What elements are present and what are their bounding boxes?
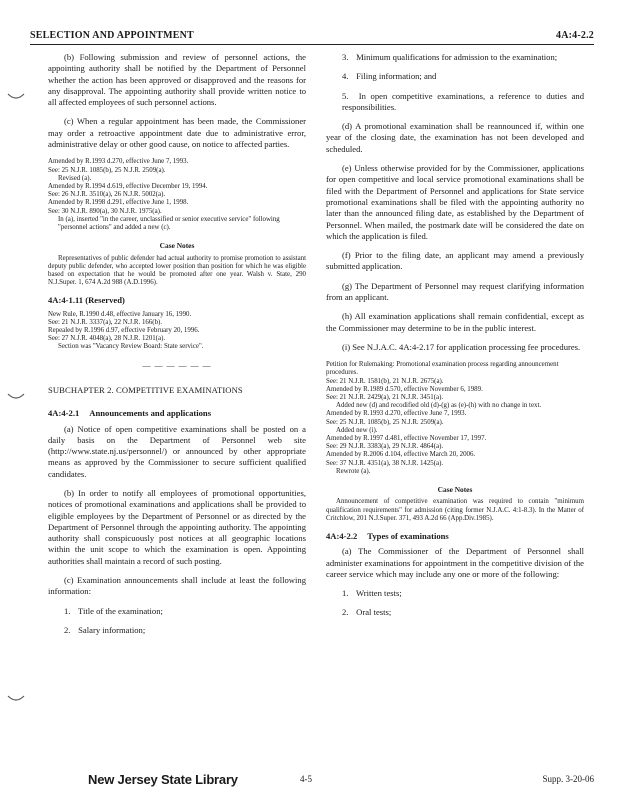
history-line: Amended by R.1989 d.570, effective November 6, 1989. (326, 385, 483, 393)
paragraph: (b) Following submission and review of personnel actions, the appointing authority shall be notified by the Department of Personnel whether the action has been approved or disapproved and the reasons for any disapproval. The appointing authority shall provide written notice to all affected employees of such personnel actions. (48, 52, 306, 108)
paragraph: (d) A promotional examination shall be reannounced if, within one year of the closing date, the examination has not been developed and scheduled. (326, 121, 584, 154)
section-number: 4A:4-2.2 (326, 530, 358, 541)
history-line: Rewrote (a). (336, 467, 371, 475)
history-line: Amended by R.2006 d.104, effective March 20, 2006. (326, 451, 476, 459)
history-notes (48, 158, 306, 232)
right-column (326, 52, 584, 627)
case-notes-heading: Case Notes (159, 241, 195, 251)
paragraph: (c) When a regular appointment has been made, the Commissioner may order a retroactive appointment date due to administrative error, administrative delay or other good cause, on notice to affected parties. (48, 116, 306, 150)
history-line: In (a), inserted "in the career, unclassified or senior executive service" following "personnel actions" and added a new (c). (58, 215, 280, 231)
case-notes-heading: Case Notes (437, 485, 473, 495)
header-rule (30, 44, 594, 45)
history-line: Amended by R.1997 d.481, effective November 17, 1997. (326, 435, 487, 443)
history-line: See: 21 N.J.R. 3337(a), 22 N.J.R. 166(b). (48, 318, 163, 326)
section-title: Announcements and applications (89, 408, 212, 419)
list-item: 4. Filing information; and (342, 71, 437, 82)
list-item: 2. Salary information; (64, 624, 146, 635)
punch-mark-icon (6, 390, 26, 402)
history-notes (326, 361, 584, 476)
header-title: SELECTION AND APPOINTMENT (30, 30, 194, 41)
history-line: See: 29 N.J.R. 3383(a), 29 N.J.R. 4864(a). (326, 443, 444, 451)
list-item: 2. Oral tests; (342, 607, 392, 618)
list-item: 1. Written tests; (342, 588, 402, 599)
section-number: 4A:4-2.1 (48, 408, 80, 419)
case-notes-text: Representatives of public defender had actual authority to promise promotion to assistant deputy public defender, who accepted lower position than position for which he was eligible based on expectation that he would be promoted after one year. Walsh v. State, 290 N.J.Super. 1, 674 A.2d 988 (A.D.1996). (48, 254, 306, 287)
left-column (48, 52, 306, 644)
history-line: Amended by R.1998 d.291, effective June 1, 1998. (48, 199, 189, 207)
paragraph: (a) The Commissioner of the Department of Personnel shall administer examinations for appointment in the competitive division of the career service which may include any one or more of the following: (326, 546, 584, 579)
paragraph: (c) Examination announcements shall include at least the following information: (48, 575, 306, 597)
section-heading (48, 408, 306, 419)
history-line: Amended by R.1993 d.270, effective June 7, 1993. (48, 158, 189, 166)
history-line: Amended by R.1993 d.270, effective June 7, 1993. (326, 410, 467, 418)
history-line: Added new (d) and recodified old (d)-(g) as (e)-(h) with no change in text. (336, 402, 542, 410)
history-notes (48, 311, 306, 352)
paragraph: (a) Notice of open competitive examinations shall be posted on a daily basis on the Department of Personnel web site (http://www.state.nj.us/personnel/) or announced by other appropriate means as approved by the Commissioner to secure sufficient qualified candidates. (48, 423, 306, 479)
history-line: See: 37 N.J.R. 4351(a), 38 N.J.R. 1425(a). (326, 459, 444, 467)
history-line: See: 27 N.J.R. 4048(a), 28 N.J.R. 1201(a). (48, 335, 166, 343)
history-line: See: 25 N.J.R. 1085(b), 25 N.J.R. 2509(a). (326, 418, 444, 426)
section-title: Types of examinations (367, 530, 449, 541)
history-line: See: 21 N.J.R. 2429(a), 21 N.J.R. 3451(a). (326, 394, 444, 402)
history-line: See: 25 N.J.R. 1085(b), 25 N.J.R. 2509(a). (48, 166, 166, 174)
library-stamp: New Jersey State Library (88, 772, 238, 787)
history-line: See: 30 N.J.R. 890(a), 30 N.J.R. 1975(a). (48, 207, 162, 215)
history-line: Amended by R.1994 d.619, effective December 19, 1994. (48, 182, 208, 190)
header-section: 4A:4-2.2 (556, 30, 594, 41)
history-line: See: 26 N.J.R. 3510(a), 26 N.J.R. 5002(a). (48, 191, 166, 199)
history-line: See: 21 N.J.R. 1581(b), 21 N.J.R. 2675(a). (326, 377, 444, 385)
paragraph: (e) Unless otherwise provided for by the Commissioner, applications for open competitive and local service promotional examinations shall be filed with the Department of Personnel and applications for State service promotional examinations shall be filed with the appointing authority no later than the announced filing date, as established by the Department of Personnel. When mailed, the postmark date will be considered the date on which the application is filed. (326, 163, 584, 241)
paragraph: (g) The Department of Personnel may request clarifying information from an applicant. (326, 280, 584, 303)
history-line: Revised (a). (58, 174, 92, 182)
paragraph: (b) In order to notify all employees of promotional opportunities, notices of promotional examinations and applications shall be provided to eligible employees by the Department of Personnel or as directed by the Department of Personnel through the appointing authority. The appointing authority shall conspicuously post notices at all geographic locations within the unit scope to which the examination is open. Appointing authorities shall maintain a record of such posting. (48, 488, 306, 566)
history-line: Petition for Rulemaking: Promotional examination process regarding announcement procedures. (326, 361, 559, 377)
paragraph: (h) All examination applications shall remain confidential, except as the Commissioner may determine to be in the public interest. (326, 311, 584, 333)
history-line: Section was "Vacancy Review Board: State service". (58, 343, 204, 351)
list-item: 5. In open competitive examinations, a reference to duties and responsibilities. (342, 90, 585, 112)
punch-mark-icon (6, 90, 26, 102)
history-line: Repealed by R.1996 d.97, effective February 20, 1996. (48, 327, 200, 335)
section-heading (326, 531, 584, 542)
subchapter-heading: SUBCHAPTER 2. COMPETITIVE EXAMINATIONS (48, 384, 243, 395)
supplement-date: Supp. 3-20-06 (542, 774, 594, 784)
list-item: 3. Minimum qualifications for admission to the examination; (342, 52, 558, 62)
history-line: New Rule, R.1990 d.48, effective January 16, 1990. (48, 310, 192, 318)
case-notes-text: Announcement of competitive examination was required to contain "minimum qualification requirements" for admission (citing former N.J.A.C. 4:1-8.3). In the Matter of Critchlow, 201 N.J.Super. 371, 493 A.2d 66 (App.Div.1985). (326, 498, 584, 522)
paragraph: (i) See N.J.A.C. 4A:4-2.17 for application processing fee procedures. (342, 341, 581, 352)
paragraph: (f) Prior to the filing date, an applicant may amend a previously submitted application. (326, 250, 584, 272)
page-number: 4-5 (300, 774, 312, 784)
history-line: Added new (i). (336, 426, 378, 434)
section-heading: 4A:4-1.11 (Reserved) (48, 295, 125, 306)
punch-mark-icon (6, 692, 26, 704)
list-item: 1. Title of the examination; (64, 605, 163, 616)
section-separator: — — — — — — (142, 360, 212, 370)
